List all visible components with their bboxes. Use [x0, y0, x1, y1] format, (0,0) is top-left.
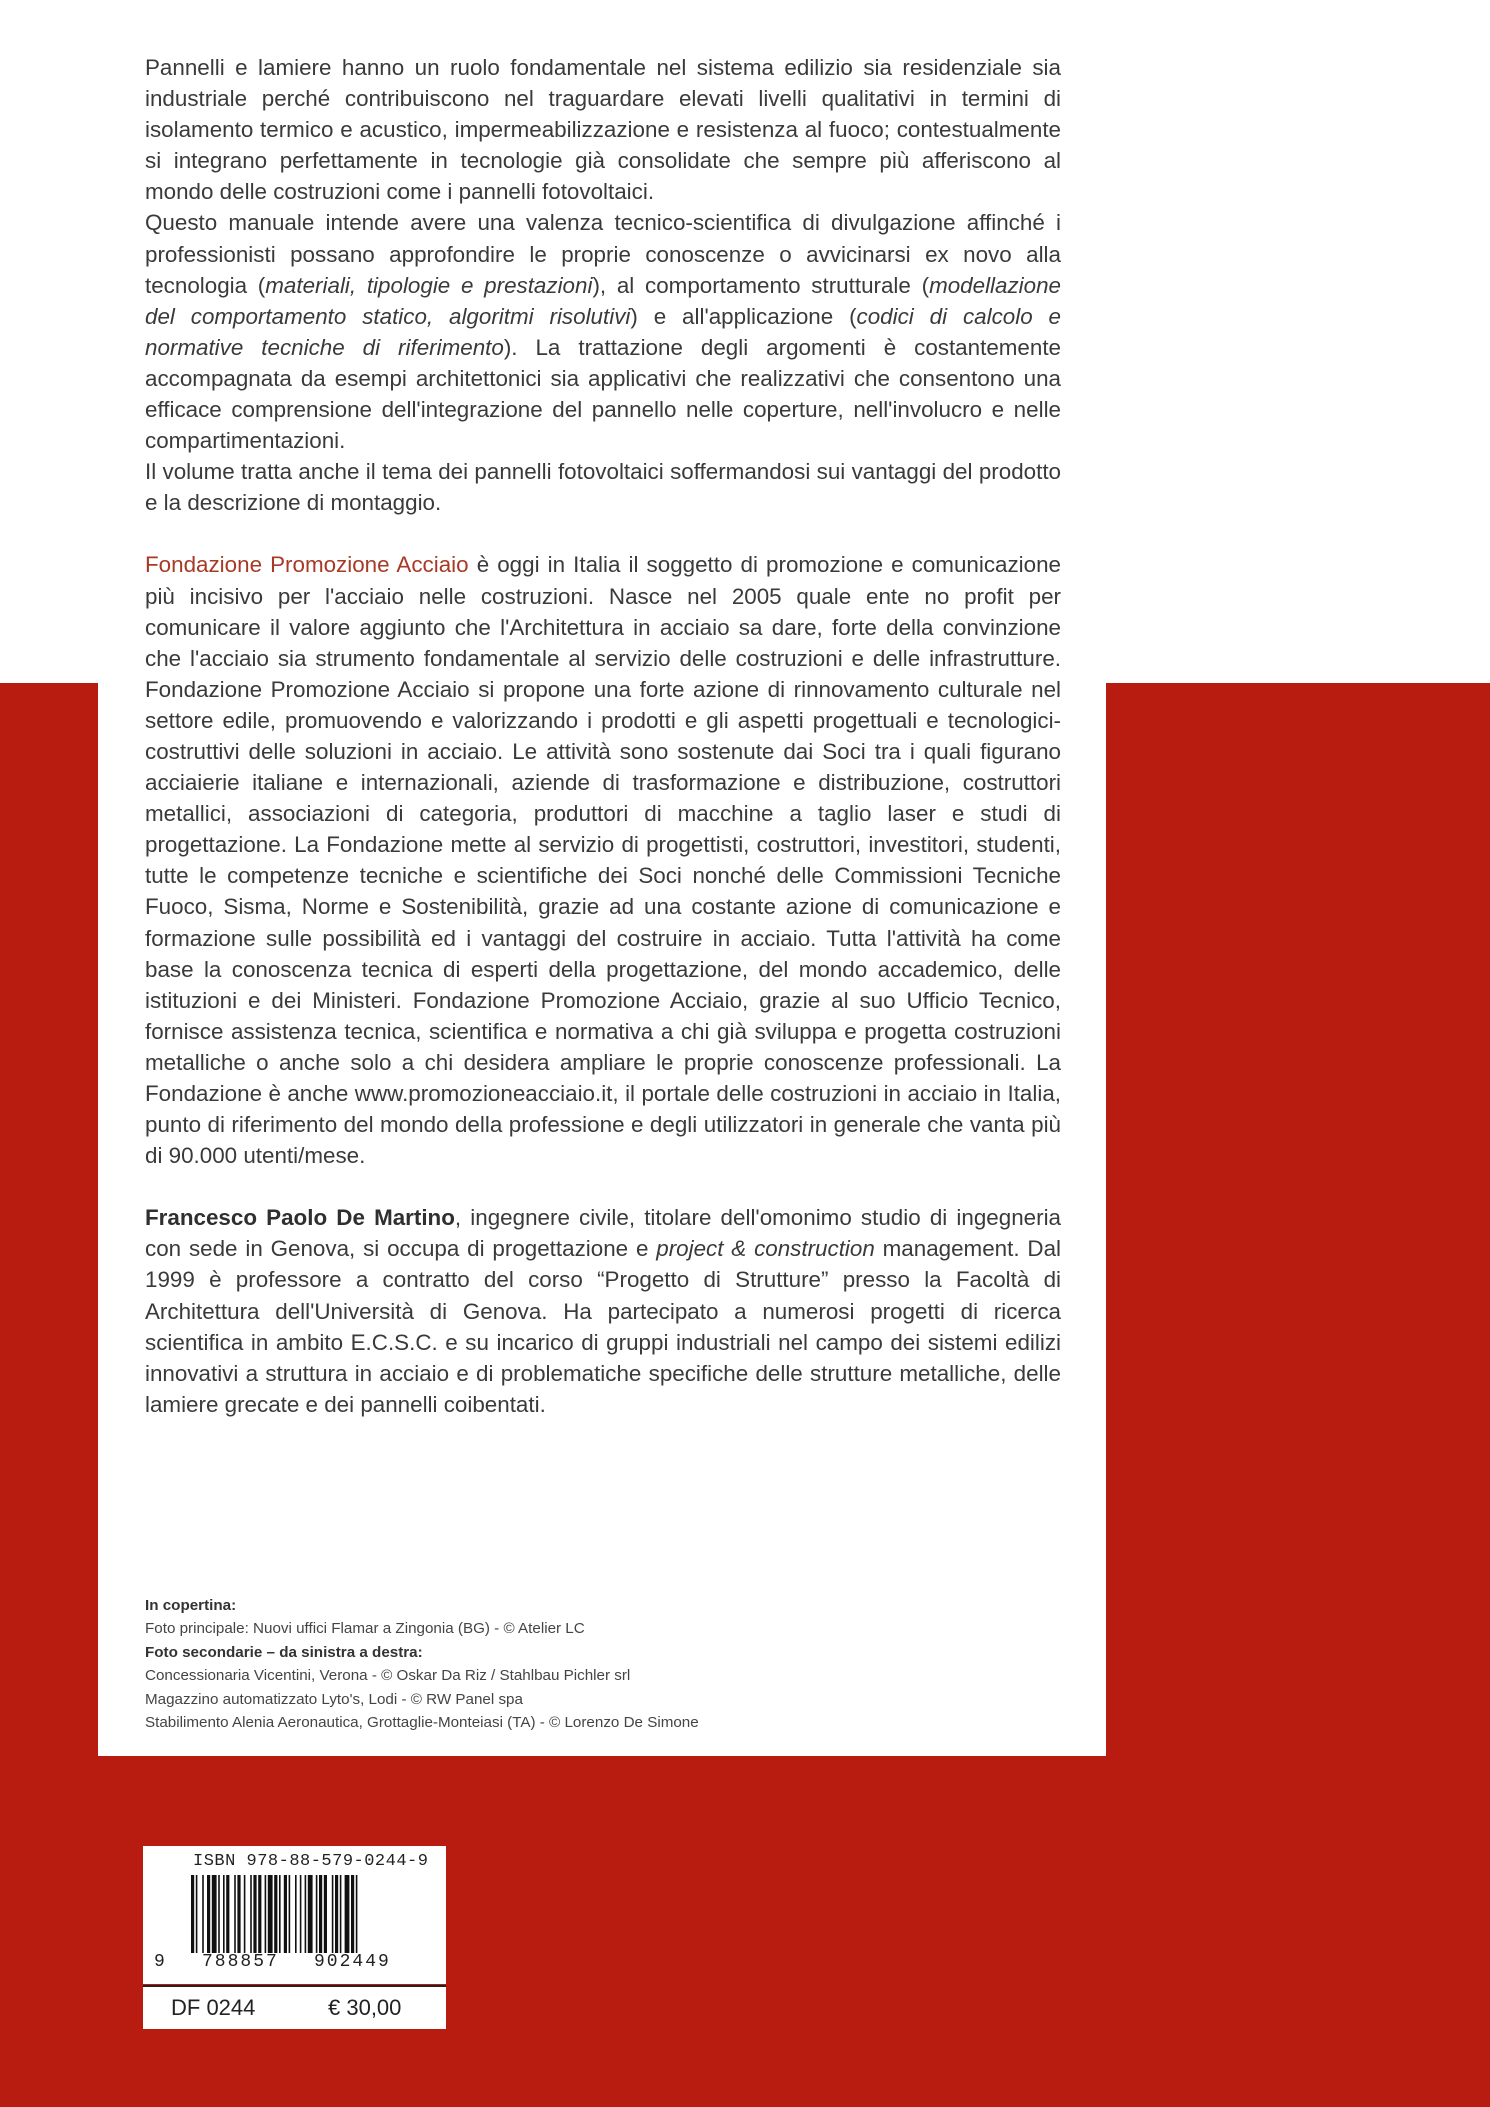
author-name: Francesco Paolo De Martino — [145, 1205, 455, 1231]
product-code: DF 0244 — [171, 1995, 256, 2020]
intro-paragraph-1: Pannelli e lamiere hanno un ruolo fondamentale nel sistema edilizio sia residenziale sia industriale perché contribuiscono nel traguardare elevati livelli qualitativi in termini di isolamento termico e acustico, impermeabilizzazione e resistenza al fuoco; contestualmente si integrano perfettamente in tecnologie già consolidate che sempre più afferiscono al mondo delle costruzioni come i pannelli fotovoltaici. — [145, 55, 1061, 205]
price-box — [143, 1985, 446, 2029]
credits-line: Stabilimento Alenia Aeronautica, Grottaglie-Monteiasi (TA) - © Lorenzo De Simone — [145, 1714, 699, 1732]
credits-line: Concessionaria Vicentini, Verona - © Oskar Da Riz / Stahlbau Pichler srl — [145, 1667, 631, 1685]
credits-line: Foto principale: Nuovi uffici Flamar a Zingonia (BG) - © Atelier LC — [145, 1620, 585, 1638]
barcode-icon — [191, 1875, 407, 1953]
photo-credits — [145, 1594, 845, 1734]
barcode-digits-right: 902449 — [314, 1952, 391, 1972]
foundation-name: Fondazione Promozione Acciaio — [145, 552, 469, 578]
intro-paragraph-3: Il volume tratta anche il tema dei pannelli fotovoltaici soffermandosi sui vantaggi del prodotto e la descrizione di montaggio. — [145, 459, 1061, 516]
credits-heading-secondary: Foto secondarie – da sinistra a destra: — [145, 1643, 423, 1661]
author-paragraph: Francesco Paolo De Martino, ingegnere civile, titolare dell'omonimo studio di ingegneria con sede in Genova, si occupa di progettazione e project & construction management. Dal 1999 è professore a contratto del corso “Progetto di Strutture” presso la Facoltà di Architettura dell'Università di Genova. Ha partecipato a numerosi progetti di ricerca scientifica in ambito E.C.S.C. e su incarico di gruppi industriali nel campo dei sistemi edilizi innovativi a struttura in acciaio e di problematiche specifiche delle strutture metalliche, delle lamiere grecate e dei pannelli coibentati. — [145, 1205, 1061, 1417]
isbn-label: ISBN 978-88-579-0244-9 — [193, 1852, 429, 1871]
foundation-paragraph: Fondazione Promozione Acciaio è oggi in Italia il soggetto di promozione e comunicazione più incisivo per l'acciaio nelle costruzioni. Nasce nel 2005 quale ente no profit per comunicare il valore aggiunto che l'Architettura in acciaio sa dare, forte della convinzione che l'acciaio sia strumento fondamentale al servizio delle costruzioni e delle infrastrutture. Fondazione Promozione Acciaio si propone una forte azione di rinnovamento culturale nel settore edile, promuovendo e valorizzando i prodotti e gli aspetti progettuali e tecnologici-costruttivi delle soluzioni in acciaio. Le attività sono sostenute dai Soci tra i quali figurano acciaierie italiane e internazionali, aziende di trasformazione e distribuzione, costruttori metallici, associazioni di categoria, produttori di macchine a taglio laser e studi di progettazione. La Fondazione mette al servizio di progettisti, costruttori, investitori, studenti, tutte le competenze tecniche e scientifiche dei Soci nonché delle Commissioni Tecniche Fuoco, Sisma, Norme e Sostenibilità, grazie ad una costante azione di comunicazione e formazione sulle possibilità ed i vantaggi del costruire in acciaio. Tutta l'attività ha come base la conoscenza tecnica di esperti della progettazione, del mondo accademico, delle istituzioni e dei Ministeri. Fondazione Promozione Acciaio, grazie al suo Ufficio Tecnico, fornisce assistenza tecnica, scientifica e normativa a chi già sviluppa e progetta costruzioni metalliche o anche solo a chi desidera ampliare le proprie conoscenze professionali. La Fondazione è anche www.promozioneacciaio.it, il portale delle costruzioni in acciaio in Italia, punto di riferimento del mondo della professione e degli utilizzatori in generale che vanta più di 90.000 utenti/mese. — [145, 552, 1061, 1169]
barcode-digits-left: 788857 — [202, 1952, 279, 1972]
credits-line: Magazzino automatizzato Lyto's, Lodi - © RW Panel spa — [145, 1690, 523, 1708]
isbn-barcode-box — [143, 1846, 446, 1984]
back-cover-text — [145, 52, 1061, 1420]
barcode-digit-first: 9 — [154, 1952, 165, 1972]
credits-heading-cover: In copertina: — [145, 1597, 237, 1614]
intro-paragraph-2: Questo manuale intende avere una valenza tecnico-scientifica di divulgazione affinché i professionisti possano approfondire le proprie conoscenze o avvicinarsi ex novo alla tecnologia (materiali, tipologie e prestazioni), al comportamento strutturale (modellazione del comportamento statico, algoritmi risolutivi) e all'applicazione (codici di calcolo e normative tecniche di riferimento). La trattazione degli argomenti è costantemente accompagnata da esempi architettonici sia applicativi che realizzativi che consentono una efficace comprensione dell'integrazione del pannello nelle coperture, nell'involucro e nelle compartimentazioni. — [145, 210, 1062, 454]
price-value: € 30,00 — [328, 1995, 402, 2020]
